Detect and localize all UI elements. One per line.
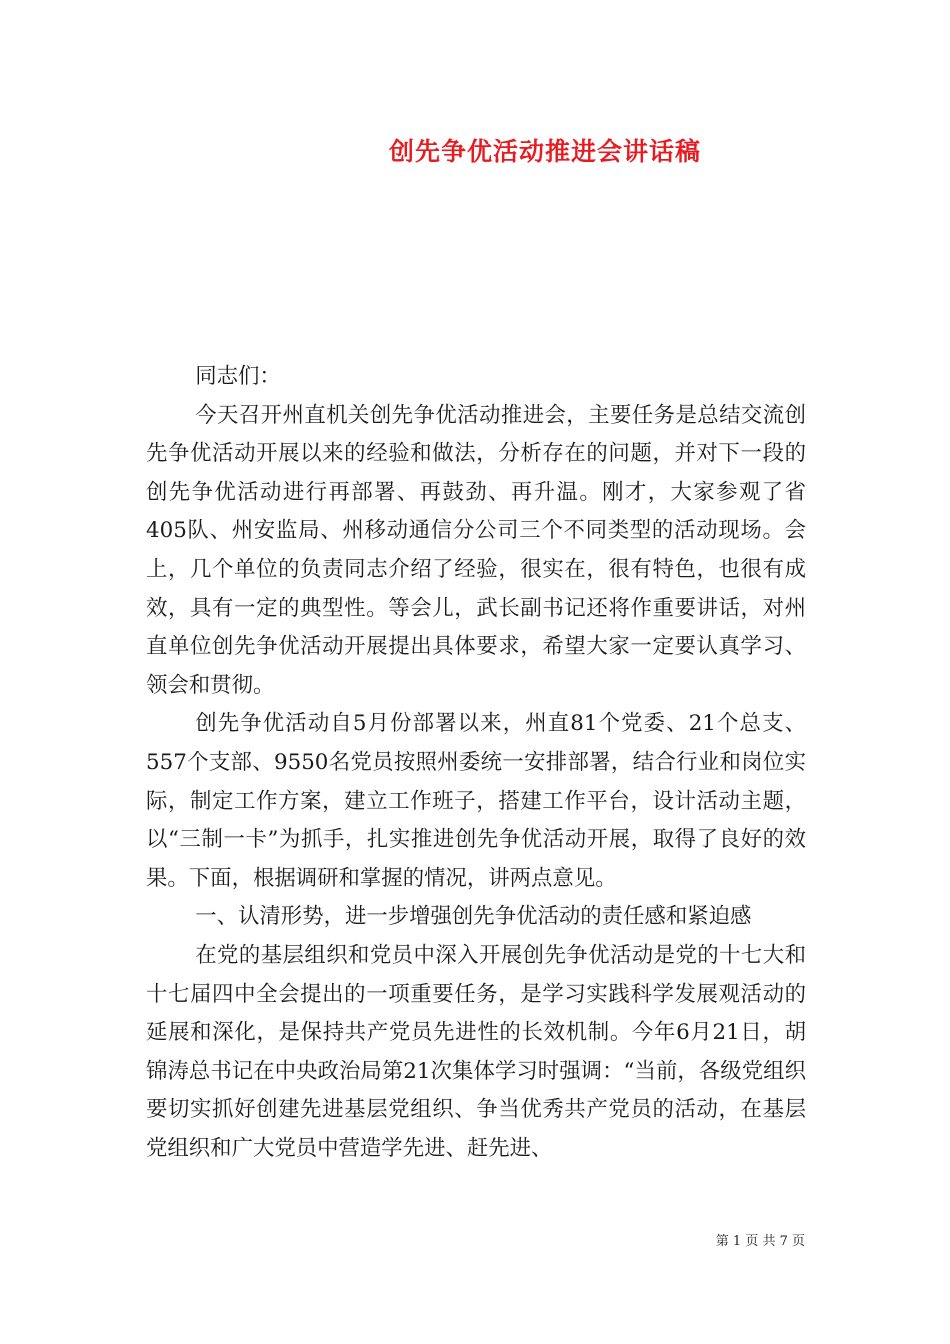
paragraph-1: 今天召开州直机关创先争优活动推进会，主要任务是总结交流创先争优活动开展以来的经验和做法，分析存在的问题，并对下一段的创先争优活动进行再部署、再鼓劲、再升温。刚才，大家参观了省405队、州安监局、州移动通信分公司三个不同类型的活动现场。会上，几个单位的负责同志介绍了经验，很实在，很有特色，也很有成效，具有一定的典型性。等会儿，武长副书记还将作重要讲话，对州直单位创先争优活动开展提出具体要求，希望大家一定要认真学习、领会和贯彻。 (146, 402, 806, 698)
paragraph-2: 创先争优活动自5月份部署以来，州直81个党委、21个总支、557个支部、9550名党员按照州委统一安排部署，结合行业和岗位实际，制定工作方案，建立工作班子，搭建工作平台，设计活动主题，以“三制一卡”为抓手，扎实推进创先争优活动开展，取得了良好的效果。下面，根据调研和掌握的情况，讲两点意见。 (146, 711, 806, 891)
salutation: 同志们： (195, 364, 281, 389)
page-number: 第 1 页 共 7 页 (715, 1234, 805, 1249)
paragraph-3: 在党的基层组织和党员中深入开展创先争优活动是党的十七大和十七届四中全会提出的一项重要任务，是学习实践科学发展观活动的延展和深化，是保持共产党员先进性的长效机制。今年6月21日，胡锦涛总书记在中央政治局第21次集体学习时强调：“当前，各级党组织要切实抓好创建先进基层党组织、争当优秀共产党员的活动，在基层党组织和广大党员中营造学先进、赶先进、 (146, 942, 806, 1161)
document-body (146, 358, 806, 1168)
document-title: 创先争优活动推进会讲话稿 (388, 137, 701, 166)
section-heading-1: 一、认清形势，进一步增强创先争优活动的责任感和紧迫感 (195, 904, 752, 930)
